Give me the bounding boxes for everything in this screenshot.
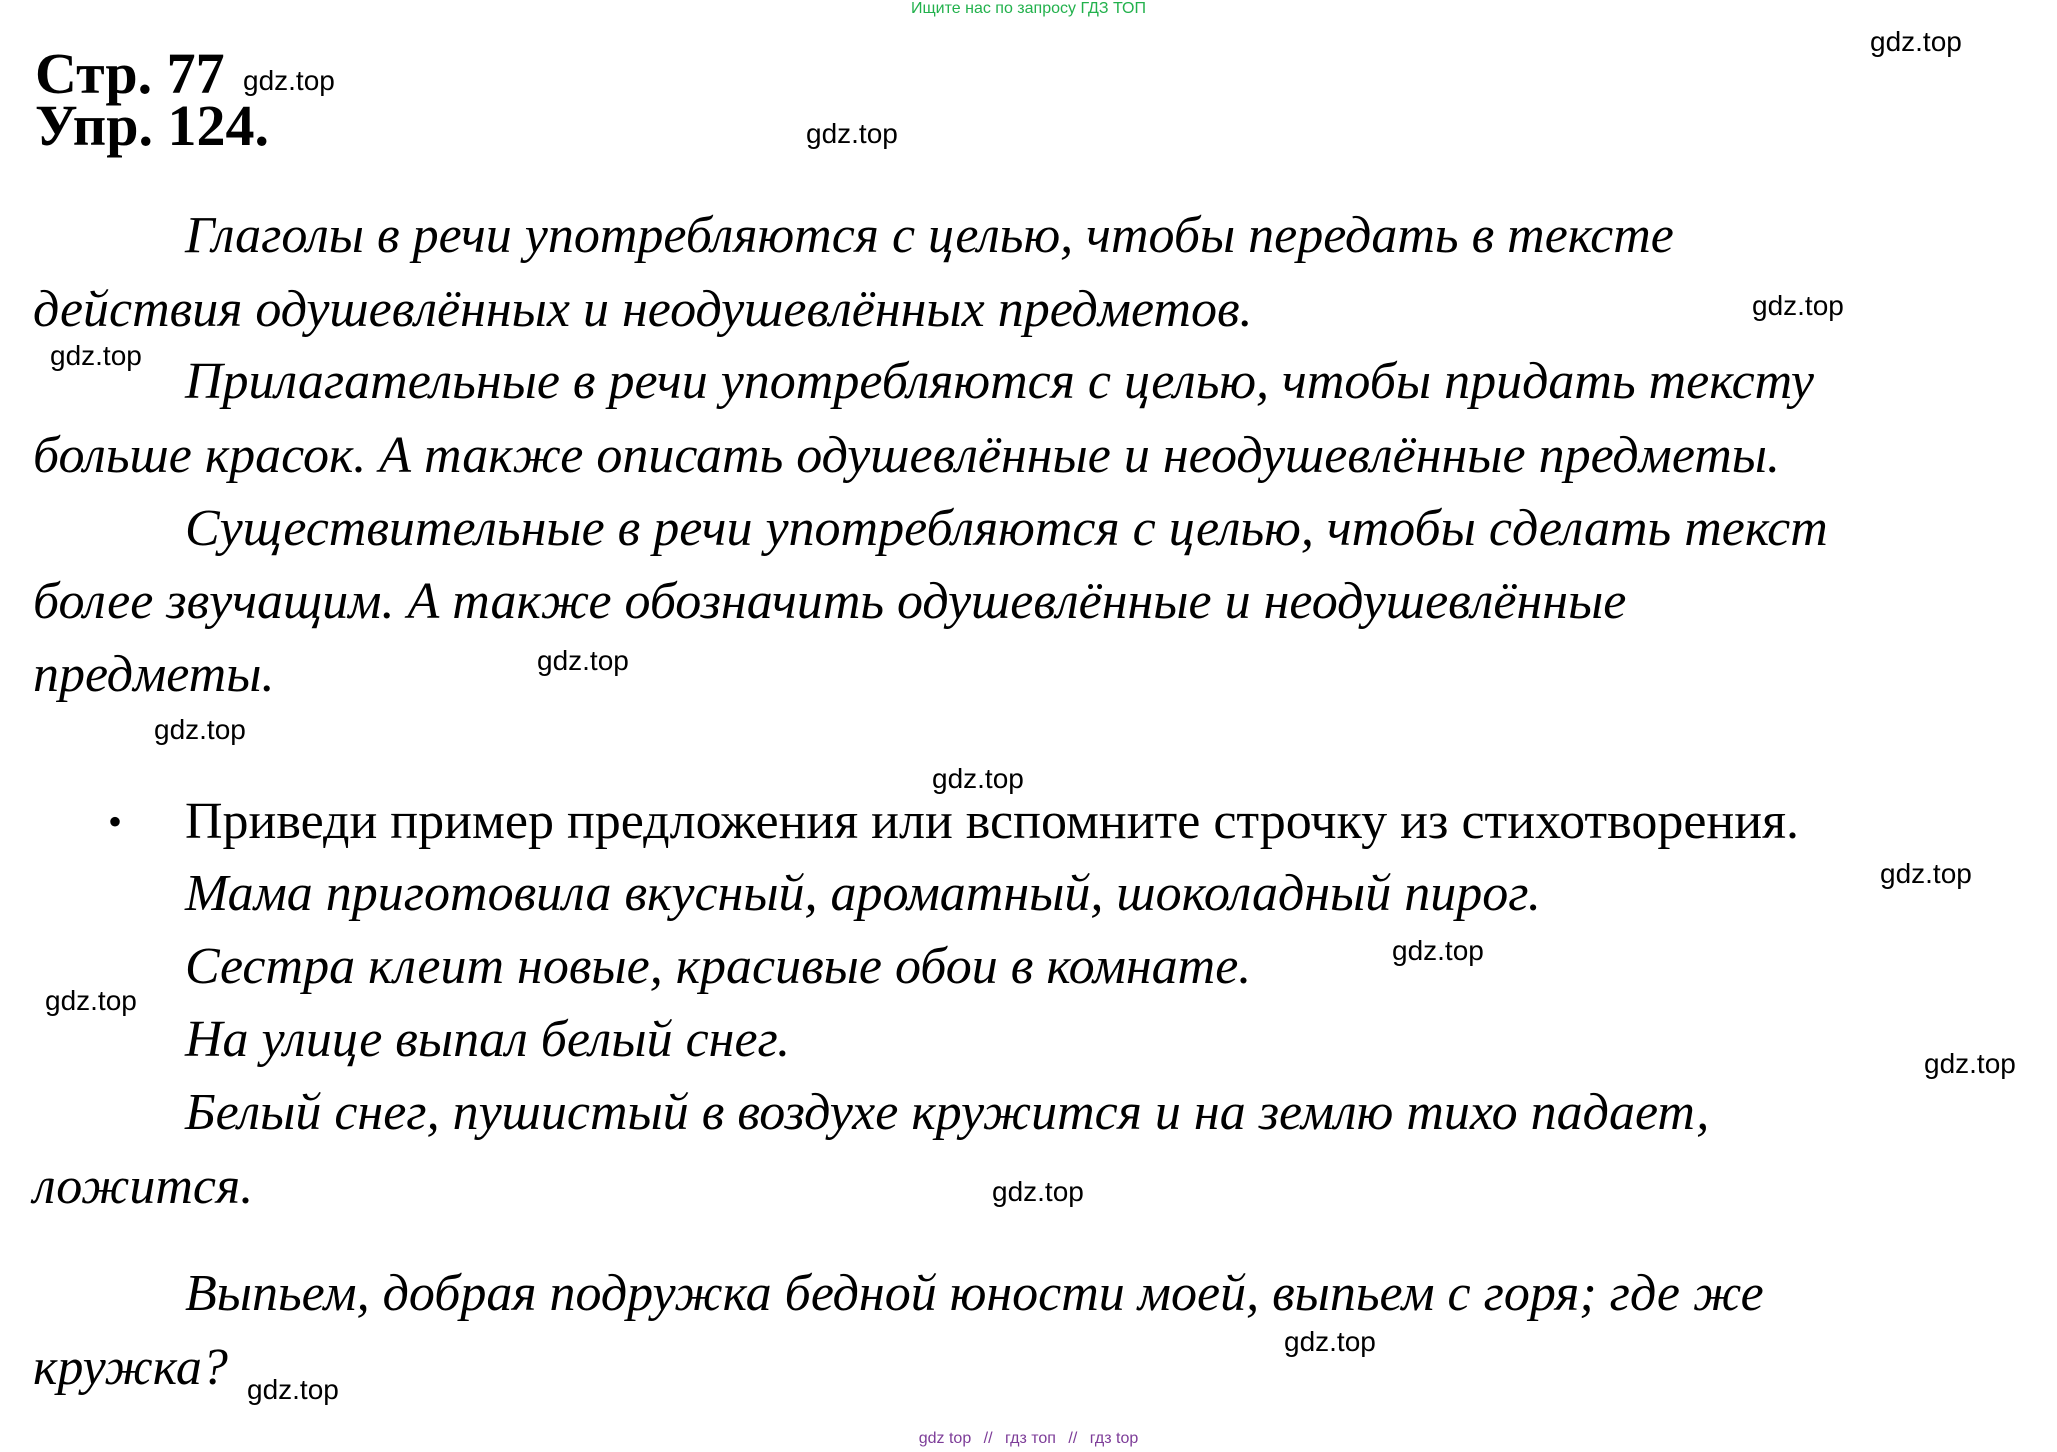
watermark: gdz.top [1392, 935, 1484, 966]
nouns-line-1: Существительные в речи употребляются с целью, чтобы сделать текст [185, 500, 1828, 557]
footer-links [0, 1430, 2057, 1448]
watermark: gdz.top [243, 65, 335, 96]
watermark: gdz.top [247, 1374, 339, 1405]
adjectives-line-1: Прилагательные в речи употребляются с целью, чтобы придать тексту [185, 353, 1815, 410]
footer-link[interactable]: gdz top [918, 1430, 972, 1447]
watermark: gdz.top [45, 985, 137, 1016]
poem-line-2: кружка? [33, 1339, 228, 1396]
watermark: gdz.top [932, 763, 1024, 794]
watermark: gdz.top [1880, 858, 1972, 889]
footer-separator: // [1068, 1430, 1078, 1447]
example-5: ложится. [33, 1158, 254, 1215]
watermark: gdz.top [154, 714, 246, 745]
watermark: gdz.top [1870, 26, 1962, 57]
verbs-line-2: действия одушевлённых и неодушевлённых предметов. [33, 281, 1253, 338]
watermark: gdz.top [806, 118, 898, 149]
example-4: Белый снег, пушистый в воздухе кружится и на землю тихо падает, [185, 1084, 1710, 1141]
task-text: Приведи пример предложения или вспомните строчку из стихотворения. [185, 793, 1800, 850]
poem-line-1: Выпьем, добрая подружка бедной юности моей, выпьем с горя; где же [185, 1265, 1764, 1322]
watermark: gdz.top [1752, 290, 1844, 321]
example-2: Сестра клеит новые, красивые обои в комнате. [185, 938, 1252, 995]
example-1: Мама приготовила вкусный, ароматный, шоколадный пирог. [185, 865, 1541, 922]
footer-separator: // [983, 1430, 993, 1447]
nouns-line-3: предметы. [33, 646, 275, 703]
bullet-icon: • [108, 799, 123, 844]
footer-link[interactable]: гдз top [1089, 1430, 1139, 1447]
top-banner[interactable]: Ищите нас по запросу ГДЗ ТОП [911, 0, 1146, 17]
adjectives-line-2: больше красок. А также описать одушевлённые и неодушевлённые предметы. [33, 427, 1781, 484]
verbs-line-1: Глаголы в речи употребляются с целью, чтобы передать в тексте [185, 207, 1674, 264]
watermark: gdz.top [1924, 1048, 2016, 1079]
watermark: gdz.top [50, 340, 142, 371]
nouns-line-2: более звучащим. А также обозначить одушевлённые и неодушевлённые [33, 573, 1627, 630]
page-number: Стр. 77 [35, 41, 225, 106]
watermark: gdz.top [992, 1176, 1084, 1207]
example-3: На улице выпал белый снег. [185, 1011, 791, 1068]
watermark: gdz.top [1284, 1326, 1376, 1357]
watermark: gdz.top [537, 645, 629, 676]
exercise-number: Упр. 124. [35, 93, 269, 158]
footer-link[interactable]: гдз топ [1005, 1430, 1056, 1447]
